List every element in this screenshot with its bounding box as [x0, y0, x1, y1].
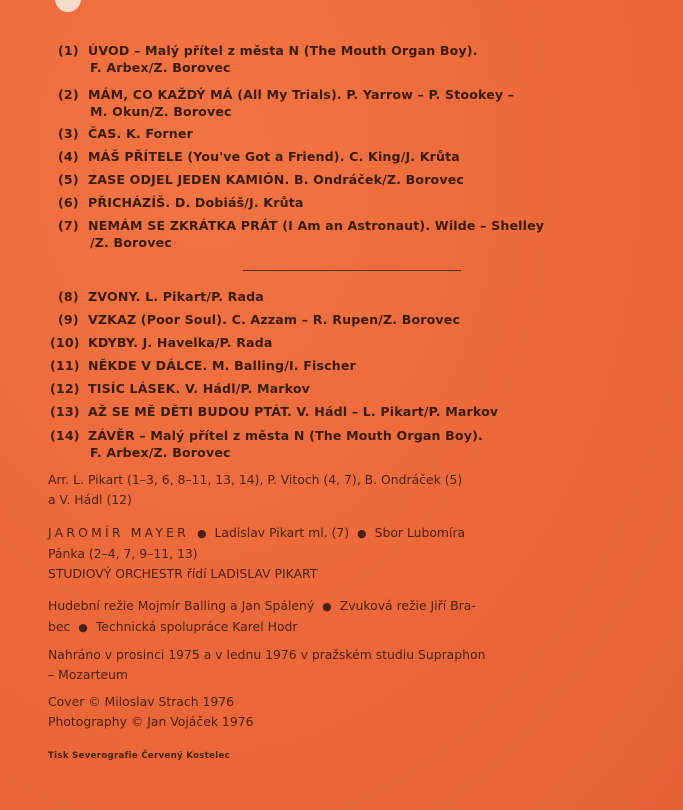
track-title: ZASE ODJEL JEDEN KAMIÓN. B. Ondráček/Z. Borovec: [88, 172, 465, 187]
recorded-line-1: Nahráno v prosinci 1975 a v lednu 1976 v pražském studiu Supraphon: [48, 647, 486, 662]
track-title: KDYBY. J. Havelka/P. Rada: [88, 335, 273, 350]
photography-credit: Photography © Jan Vojáček 1976: [48, 714, 254, 729]
track-credit: F. Arbex/Z. Borovec: [90, 60, 231, 75]
track-number: (14): [50, 428, 80, 443]
track-number: (8): [58, 289, 79, 304]
sound-direction-cont: bec: [48, 619, 71, 634]
track-9: [58, 311, 668, 328]
track-3: [58, 125, 668, 142]
artwork-credit: [48, 692, 668, 732]
recorded-line-2: – Mozarteum: [48, 667, 129, 682]
track-number: (2): [58, 87, 79, 102]
track-10: [50, 334, 660, 351]
track-title: MÁM, CO KAŽDÝ MÁ (All My Trials). P. Yarrow – P. Stookey –: [88, 87, 515, 102]
bullet-icon: ●: [357, 527, 367, 540]
choir-credit: Sbor Lubomíra: [374, 525, 466, 540]
track-title: ÚVOD – Malý přítel z města N (The Mouth Organ Boy).: [88, 43, 478, 58]
track-number: (5): [58, 172, 79, 187]
bullet-icon: ●: [78, 621, 88, 634]
sound-direction: Zvuková režie Jiří Bra-: [339, 598, 476, 613]
production-credit: [48, 596, 668, 638]
track-title: ČAS. K. Forner: [88, 126, 193, 141]
track-credit: /Z. Borovec: [90, 235, 172, 250]
recording-credit: [48, 645, 668, 685]
bullet-icon: ●: [196, 527, 207, 540]
performer-name: JAROMÍR MAYER: [48, 525, 189, 540]
track-number: (3): [58, 126, 79, 141]
orchestra-credit: STUDIOVÝ ORCHESTR řídí LADISLAV PIKART: [48, 566, 318, 581]
track-7: [58, 217, 668, 251]
track-credit: M. Okun/Z. Borovec: [90, 104, 232, 119]
track-number: (7): [58, 218, 79, 233]
track-title: MÁŠ PŘÍTELE (You've Got a Friend). C. King/J. Krůta: [88, 149, 460, 164]
performers-credit: [48, 523, 668, 584]
track-title: NĚKDE V DÁLCE. M. Balling/I. Fischer: [88, 358, 356, 373]
track-title: TISÍC LÁSEK. V. Hádl/P. Markov: [88, 381, 311, 396]
track-5: [58, 171, 668, 188]
track-number: (13): [50, 404, 80, 419]
track-number: (1): [58, 43, 79, 58]
track-6: [58, 194, 668, 211]
track-title: AŽ SE MĚ DĚTI BUDOU PTÁT. V. Hádl – L. Pikart/P. Markov: [88, 404, 499, 419]
track-number: (4): [58, 149, 79, 164]
track-number: (12): [50, 381, 80, 396]
track-credit: F. Arbex/Z. Borovec: [90, 445, 231, 460]
track-number: (9): [58, 312, 79, 327]
track-title: ZÁVĚR – Malý přítel z města N (The Mouth Organ Boy).: [88, 428, 483, 443]
track-8: [58, 288, 668, 305]
track-12: [50, 380, 660, 397]
arrangement-credit: [48, 470, 668, 510]
music-direction: Hudební režie Mojmír Balling a Jan Spálený: [48, 598, 315, 613]
arrangement-line-2: a V. Hádl (12): [48, 492, 132, 507]
technical-cooperation: Technická spolupráce Karel Hodr: [95, 619, 298, 634]
track-14: [50, 427, 660, 461]
side-divider: [243, 270, 461, 271]
track-number: (6): [58, 195, 79, 210]
performer-secondary: Ladislav Pikart ml. (7): [214, 525, 350, 540]
track-number: (11): [50, 358, 80, 373]
track-title: PŘICHÁZÍŠ. D. Dobiáš/J. Krůta: [88, 195, 304, 210]
arrangement-line-1: Arr. L. Pikart (1–3, 6, 8–11, 13, 14), P. Vitoch (4, 7), B. Ondráček (5): [48, 472, 463, 487]
track-title: VZKAZ (Poor Soul). C. Azzam – R. Rupen/Z. Borovec: [88, 312, 461, 327]
track-title: NEMÁM SE ZKRÁTKA PRÁT (I Am an Astronaut). Wilde – Shelley: [88, 218, 545, 233]
bullet-icon: ●: [322, 600, 332, 613]
track-title: ZVONY. L. Pikart/P. Rada: [88, 289, 264, 304]
track-13: [50, 403, 660, 420]
track-11: [50, 357, 660, 374]
track-2: [58, 86, 668, 120]
track-4: [58, 148, 668, 165]
corner-hole: [55, 0, 81, 12]
track-1: [58, 42, 668, 76]
printer-credit: Tisk Severografie Červený Kostelec: [48, 751, 230, 761]
choir-credit-line-2: Pánka (2–4, 7, 9–11, 13): [48, 546, 198, 561]
cover-credit: Cover © Miloslav Strach 1976: [48, 694, 235, 709]
track-number: (10): [50, 335, 80, 350]
